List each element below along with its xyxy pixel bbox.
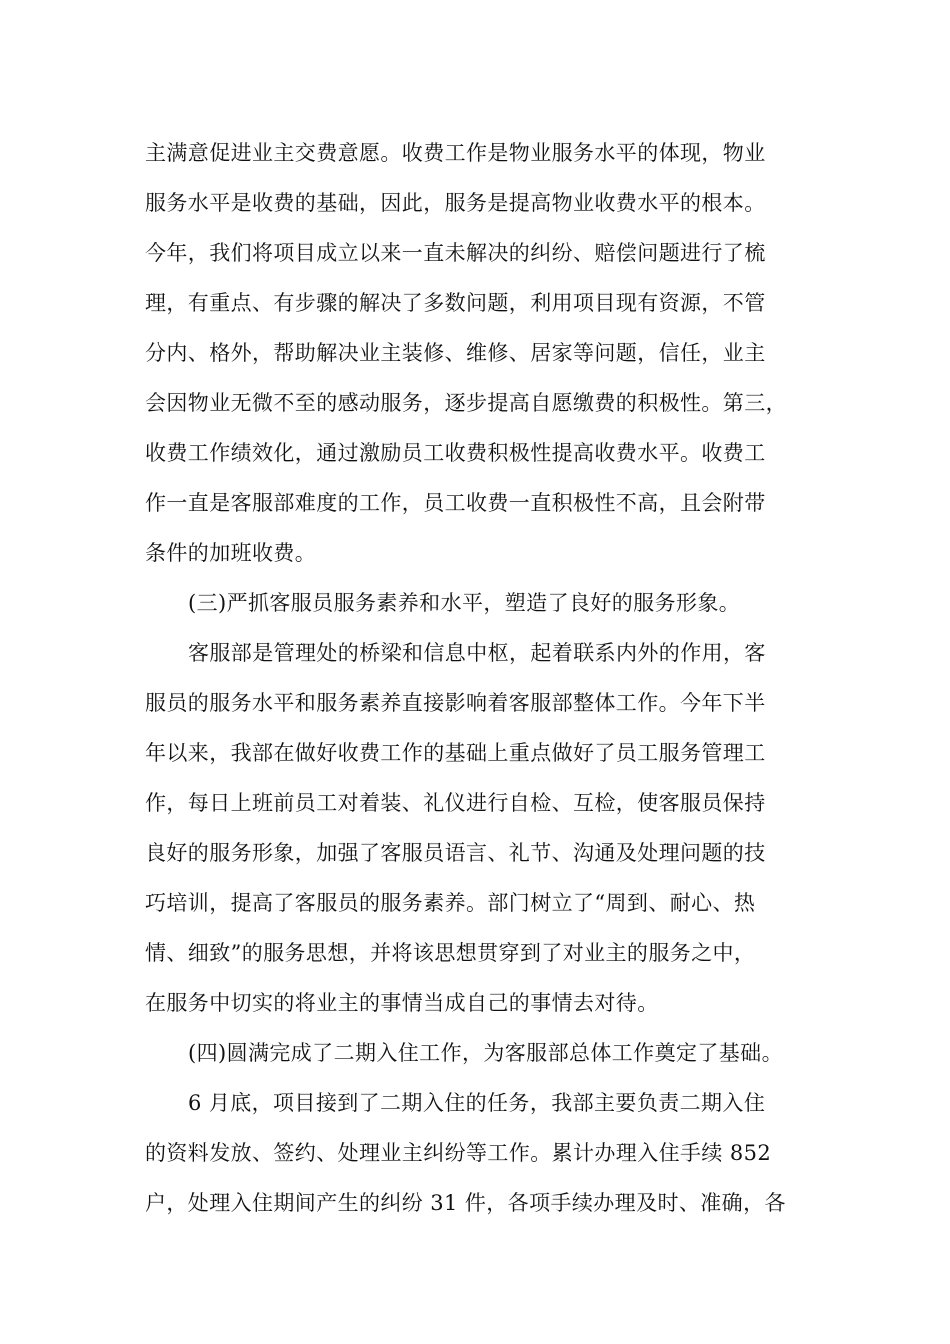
- text-line: 年以来，我部在做好收费工作的基础上重点做好了员工服务管理工: [145, 741, 766, 765]
- body-text: [145, 128, 815, 1228]
- text-line: 服员的服务水平和服务素养直接影响着客服部整体工作。今年下半: [145, 691, 766, 715]
- text-line: 主满意促进业主交费意愿。收费工作是物业服务水平的体现，物业: [145, 141, 766, 165]
- text-line: 条件的加班收费。: [145, 541, 317, 565]
- text-line: 收费工作绩效化，通过激励员工收费积极性提高收费水平。收费工: [145, 441, 766, 465]
- text-line: 作，每日上班前员工对着装、礼仪进行自检、互检，使客服员保持: [145, 791, 766, 815]
- text-line: 的资料发放、签约、处理业主纠纷等工作。累计办理入住手续 852: [145, 1141, 772, 1165]
- section-heading: (三)严抓客服员服务素养和水平，塑造了良好的服务形象。: [188, 591, 741, 615]
- text-line: 作一直是客服部难度的工作，员工收费一直积极性不高，且会附带: [145, 491, 766, 515]
- text-line: 巧培训，提高了客服员的服务素养。部门树立了“周到、耐心、热: [145, 891, 756, 915]
- text-line: 情、细致”的服务思想，并将该思想贯穿到了对业主的服务之中，: [145, 941, 756, 965]
- paragraph-first-line: 客服部是管理处的桥梁和信息中枢，起着联系内外的作用，客: [188, 641, 766, 665]
- section-heading: (四)圆满完成了二期入住工作，为客服部总体工作奠定了基础。: [188, 1041, 783, 1065]
- text-line: 今年，我们将项目成立以来一直未解决的纠纷、赔偿问题进行了梳: [145, 241, 766, 265]
- text-line: 理，有重点、有步骤的解决了多数问题，利用项目现有资源，不管: [145, 291, 766, 315]
- text-line: 分内、格外，帮助解决业主装修、维修、居家等问题，信任，业主: [145, 341, 766, 365]
- paragraph-first-line: 6 月底，项目接到了二期入住的任务，我部主要负责二期入住: [188, 1091, 766, 1115]
- text-line: 在服务中切实的将业主的事情当成自己的事情去对待。: [145, 991, 659, 1015]
- text-line: 户，处理入住期间产生的纠纷 31 件，各项手续办理及时、准确，各: [145, 1191, 786, 1215]
- text-line: 良好的服务形象，加强了客服员语言、礼节、沟通及处理问题的技: [145, 841, 766, 865]
- text-line: 服务水平是收费的基础，因此，服务是提高物业收费水平的根本。: [145, 191, 766, 215]
- text-line: 会因物业无微不至的感动服务，逐步提高自愿缴费的积极性。第三，: [145, 391, 787, 415]
